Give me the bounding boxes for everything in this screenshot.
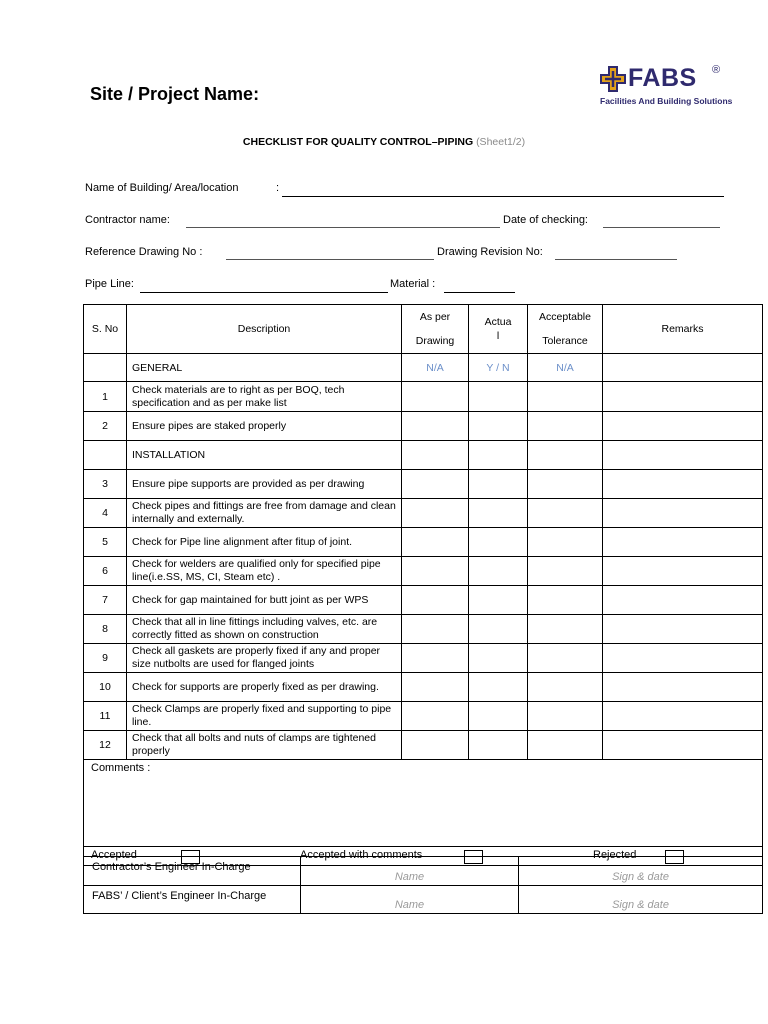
row-description: Check all gaskets are properly fixed if any and proper size nutbolts are used for flanged joints <box>127 644 402 673</box>
cell-actual[interactable] <box>469 499 528 528</box>
header-actual-line2: l <box>496 330 500 342</box>
header-remarks: Remarks <box>603 305 763 354</box>
cell-tolerance[interactable] <box>528 731 603 760</box>
row-number: 5 <box>84 528 127 557</box>
table-row <box>84 499 763 528</box>
row-number: 7 <box>84 586 127 615</box>
cell-actual[interactable] <box>469 470 528 499</box>
section-general-row <box>84 354 763 382</box>
date-of-checking-label: Date of checking: <box>503 214 588 226</box>
header-tolerance-line1: Acceptable <box>539 311 591 323</box>
reference-drawing-field[interactable] <box>226 259 434 260</box>
cell-actual[interactable] <box>469 528 528 557</box>
table-row <box>84 412 763 441</box>
row-number: 4 <box>84 499 127 528</box>
cell-tolerance[interactable] <box>528 382 603 412</box>
cell-as-per-drawing[interactable] <box>402 731 469 760</box>
comments-label: Comments : <box>91 762 151 774</box>
general-tolerance-mark: N/A <box>528 354 603 382</box>
cell-tolerance[interactable] <box>528 644 603 673</box>
cell-actual[interactable] <box>469 644 528 673</box>
cell-remarks[interactable] <box>603 702 763 731</box>
row-number: 8 <box>84 615 127 644</box>
checklist-table <box>83 304 763 866</box>
cell-actual[interactable] <box>469 557 528 586</box>
cell-as-per-drawing[interactable] <box>402 702 469 731</box>
header-sno: S. No <box>84 305 127 354</box>
heading-text: CHECKLIST FOR QUALITY CONTROL–PIPING <box>242 136 474 148</box>
rejected-label: Rejected <box>593 849 637 861</box>
material-label: Material : <box>390 278 436 290</box>
row-description: Check that all bolts and nuts of clamps are tightened properly <box>127 731 402 760</box>
row-description: Check that all in line fittings including valves, etc. are correctly fitted as shown on construction <box>127 615 402 644</box>
cell-as-per-drawing[interactable] <box>402 528 469 557</box>
building-label: Name of Building/ Area/location <box>85 182 239 194</box>
cell-tolerance[interactable] <box>528 470 603 499</box>
client-signoff-row <box>84 886 763 914</box>
cell-remarks[interactable] <box>603 731 763 760</box>
table-row <box>84 673 763 702</box>
cell-tolerance[interactable] <box>528 499 603 528</box>
cell-actual[interactable] <box>469 731 528 760</box>
pipe-line-label: Pipe Line: <box>85 278 134 290</box>
contractor-field[interactable] <box>186 227 500 228</box>
cell-remarks[interactable] <box>603 528 763 557</box>
cell-remarks[interactable] <box>603 470 763 499</box>
table-row <box>84 615 763 644</box>
row-description: Check for welders are qualified only for specified pipe line(i.e.SS, MS, CI, Steam etc) . <box>127 557 402 586</box>
row-number: 3 <box>84 470 127 499</box>
row-number: 10 <box>84 673 127 702</box>
cell-actual[interactable] <box>469 615 528 644</box>
cell-remarks[interactable] <box>603 615 763 644</box>
row-description: Check materials are to right as per BOQ, tech specification and as per make list <box>127 382 402 412</box>
cell-tolerance[interactable] <box>528 412 603 441</box>
row-number: 9 <box>84 644 127 673</box>
accepted-label: Accepted <box>91 849 137 861</box>
row-description: Check for Pipe line alignment after fitup of joint. <box>127 528 402 557</box>
accepted-with-comments-label: Accepted with comments <box>300 849 423 861</box>
general-actual-mark: Y / N <box>469 354 528 382</box>
fabs-logo <box>598 64 733 110</box>
cell-tolerance[interactable] <box>528 673 603 702</box>
row-number: 12 <box>84 731 127 760</box>
building-field[interactable] <box>282 196 724 197</box>
row-description: Check for gap maintained for butt joint as per WPS <box>127 586 402 615</box>
cell-remarks[interactable] <box>603 557 763 586</box>
header-tolerance-line2: Tolerance <box>542 335 588 347</box>
header-as-per-line1: As per <box>419 311 451 323</box>
cell-tolerance[interactable] <box>528 615 603 644</box>
cell-as-per-drawing[interactable] <box>402 586 469 615</box>
contractor-label: Contractor name: <box>85 214 170 226</box>
material-field[interactable] <box>444 292 515 293</box>
row-description: Check for supports are properly fixed as per drawing. <box>127 673 402 702</box>
cell-as-per-drawing[interactable] <box>402 499 469 528</box>
cell-actual[interactable] <box>469 673 528 702</box>
table-row <box>84 557 763 586</box>
reference-drawing-label: Reference Drawing No : <box>85 246 203 258</box>
table-header-row <box>84 305 763 354</box>
header-description: Description <box>127 305 402 354</box>
contractor-name-field[interactable]: Name <box>301 857 519 886</box>
header-tolerance <box>528 305 603 354</box>
contractor-engineer-label: Contractor’s Engineer In-Charge <box>84 857 301 886</box>
row-number: 6 <box>84 557 127 586</box>
cell-remarks[interactable] <box>603 586 763 615</box>
row-description: Ensure pipes are staked properly <box>127 412 402 441</box>
drawing-revision-label: Drawing Revision No: <box>437 246 543 258</box>
table-row <box>84 470 763 499</box>
table-row <box>84 528 763 557</box>
row-number: 1 <box>84 382 127 412</box>
cell-actual[interactable] <box>469 412 528 441</box>
cell-tolerance[interactable] <box>528 528 603 557</box>
cell-actual[interactable] <box>469 382 528 412</box>
pipe-line-field[interactable] <box>140 292 388 293</box>
cell-remarks[interactable] <box>603 644 763 673</box>
comments-area[interactable] <box>84 760 763 847</box>
table-row <box>84 731 763 760</box>
logo-subtitle: Facilities And Building Solutions <box>600 96 733 106</box>
logo-registered-mark: ® <box>712 64 721 76</box>
drawing-revision-field[interactable] <box>555 259 677 260</box>
row-description: Check pipes and fittings are free from damage and clean internally and externally. <box>127 499 402 528</box>
cell-remarks[interactable] <box>603 499 763 528</box>
cell-as-per-drawing[interactable] <box>402 412 469 441</box>
cell-as-per-drawing[interactable] <box>402 615 469 644</box>
table-row <box>84 644 763 673</box>
cell-as-per-drawing[interactable] <box>402 470 469 499</box>
building-colon: : <box>276 182 280 194</box>
cell-as-per-drawing[interactable] <box>402 673 469 702</box>
cell-remarks[interactable] <box>603 412 763 441</box>
table-row <box>84 586 763 615</box>
row-number: 2 <box>84 412 127 441</box>
header-actual-line1: Actua <box>484 316 512 328</box>
cell-tolerance[interactable] <box>528 586 603 615</box>
date-of-checking-field[interactable] <box>603 227 720 228</box>
client-engineer-label: FABS’ / Client’s Engineer In-Charge <box>84 886 301 914</box>
cell-as-per-drawing[interactable] <box>402 557 469 586</box>
page-title: Site / Project Name: <box>90 84 260 104</box>
comments-row <box>84 760 763 847</box>
row-number: 11 <box>84 702 127 731</box>
cell-tolerance[interactable] <box>528 557 603 586</box>
table-row <box>84 702 763 731</box>
checklist-heading <box>0 136 768 148</box>
section-general-label: GENERAL <box>127 354 402 382</box>
header-as-per-line2: Drawing <box>415 335 455 347</box>
header-as-per-drawing <box>402 305 469 354</box>
cell-as-per-drawing[interactable] <box>402 644 469 673</box>
sheet-indicator: (Sheet1/2) <box>476 136 526 148</box>
client-sign-date-field[interactable]: Sign & date <box>519 886 763 914</box>
section-installation-row <box>84 441 763 470</box>
client-name-field[interactable]: Name <box>301 886 519 914</box>
contractor-signoff-row <box>84 857 763 886</box>
row-description: Check Clamps are properly fixed and supporting to pipe line. <box>127 702 402 731</box>
section-installation-label: INSTALLATION <box>127 441 402 470</box>
contractor-sign-date-field[interactable]: Sign & date <box>519 857 763 886</box>
cell-as-per-drawing[interactable] <box>402 382 469 412</box>
cell-actual[interactable] <box>469 586 528 615</box>
row-description: Ensure pipe supports are provided as per drawing <box>127 470 402 499</box>
cell-remarks[interactable] <box>603 382 763 412</box>
cell-actual[interactable] <box>469 702 528 731</box>
plus-cross-icon <box>600 66 626 92</box>
table-row <box>84 382 763 412</box>
cell-remarks[interactable] <box>603 673 763 702</box>
general-drawing-mark: N/A <box>402 354 469 382</box>
cell-tolerance[interactable] <box>528 702 603 731</box>
logo-wordmark: FABS <box>628 64 697 92</box>
header-actual <box>469 305 528 354</box>
signoff-table <box>83 856 763 914</box>
